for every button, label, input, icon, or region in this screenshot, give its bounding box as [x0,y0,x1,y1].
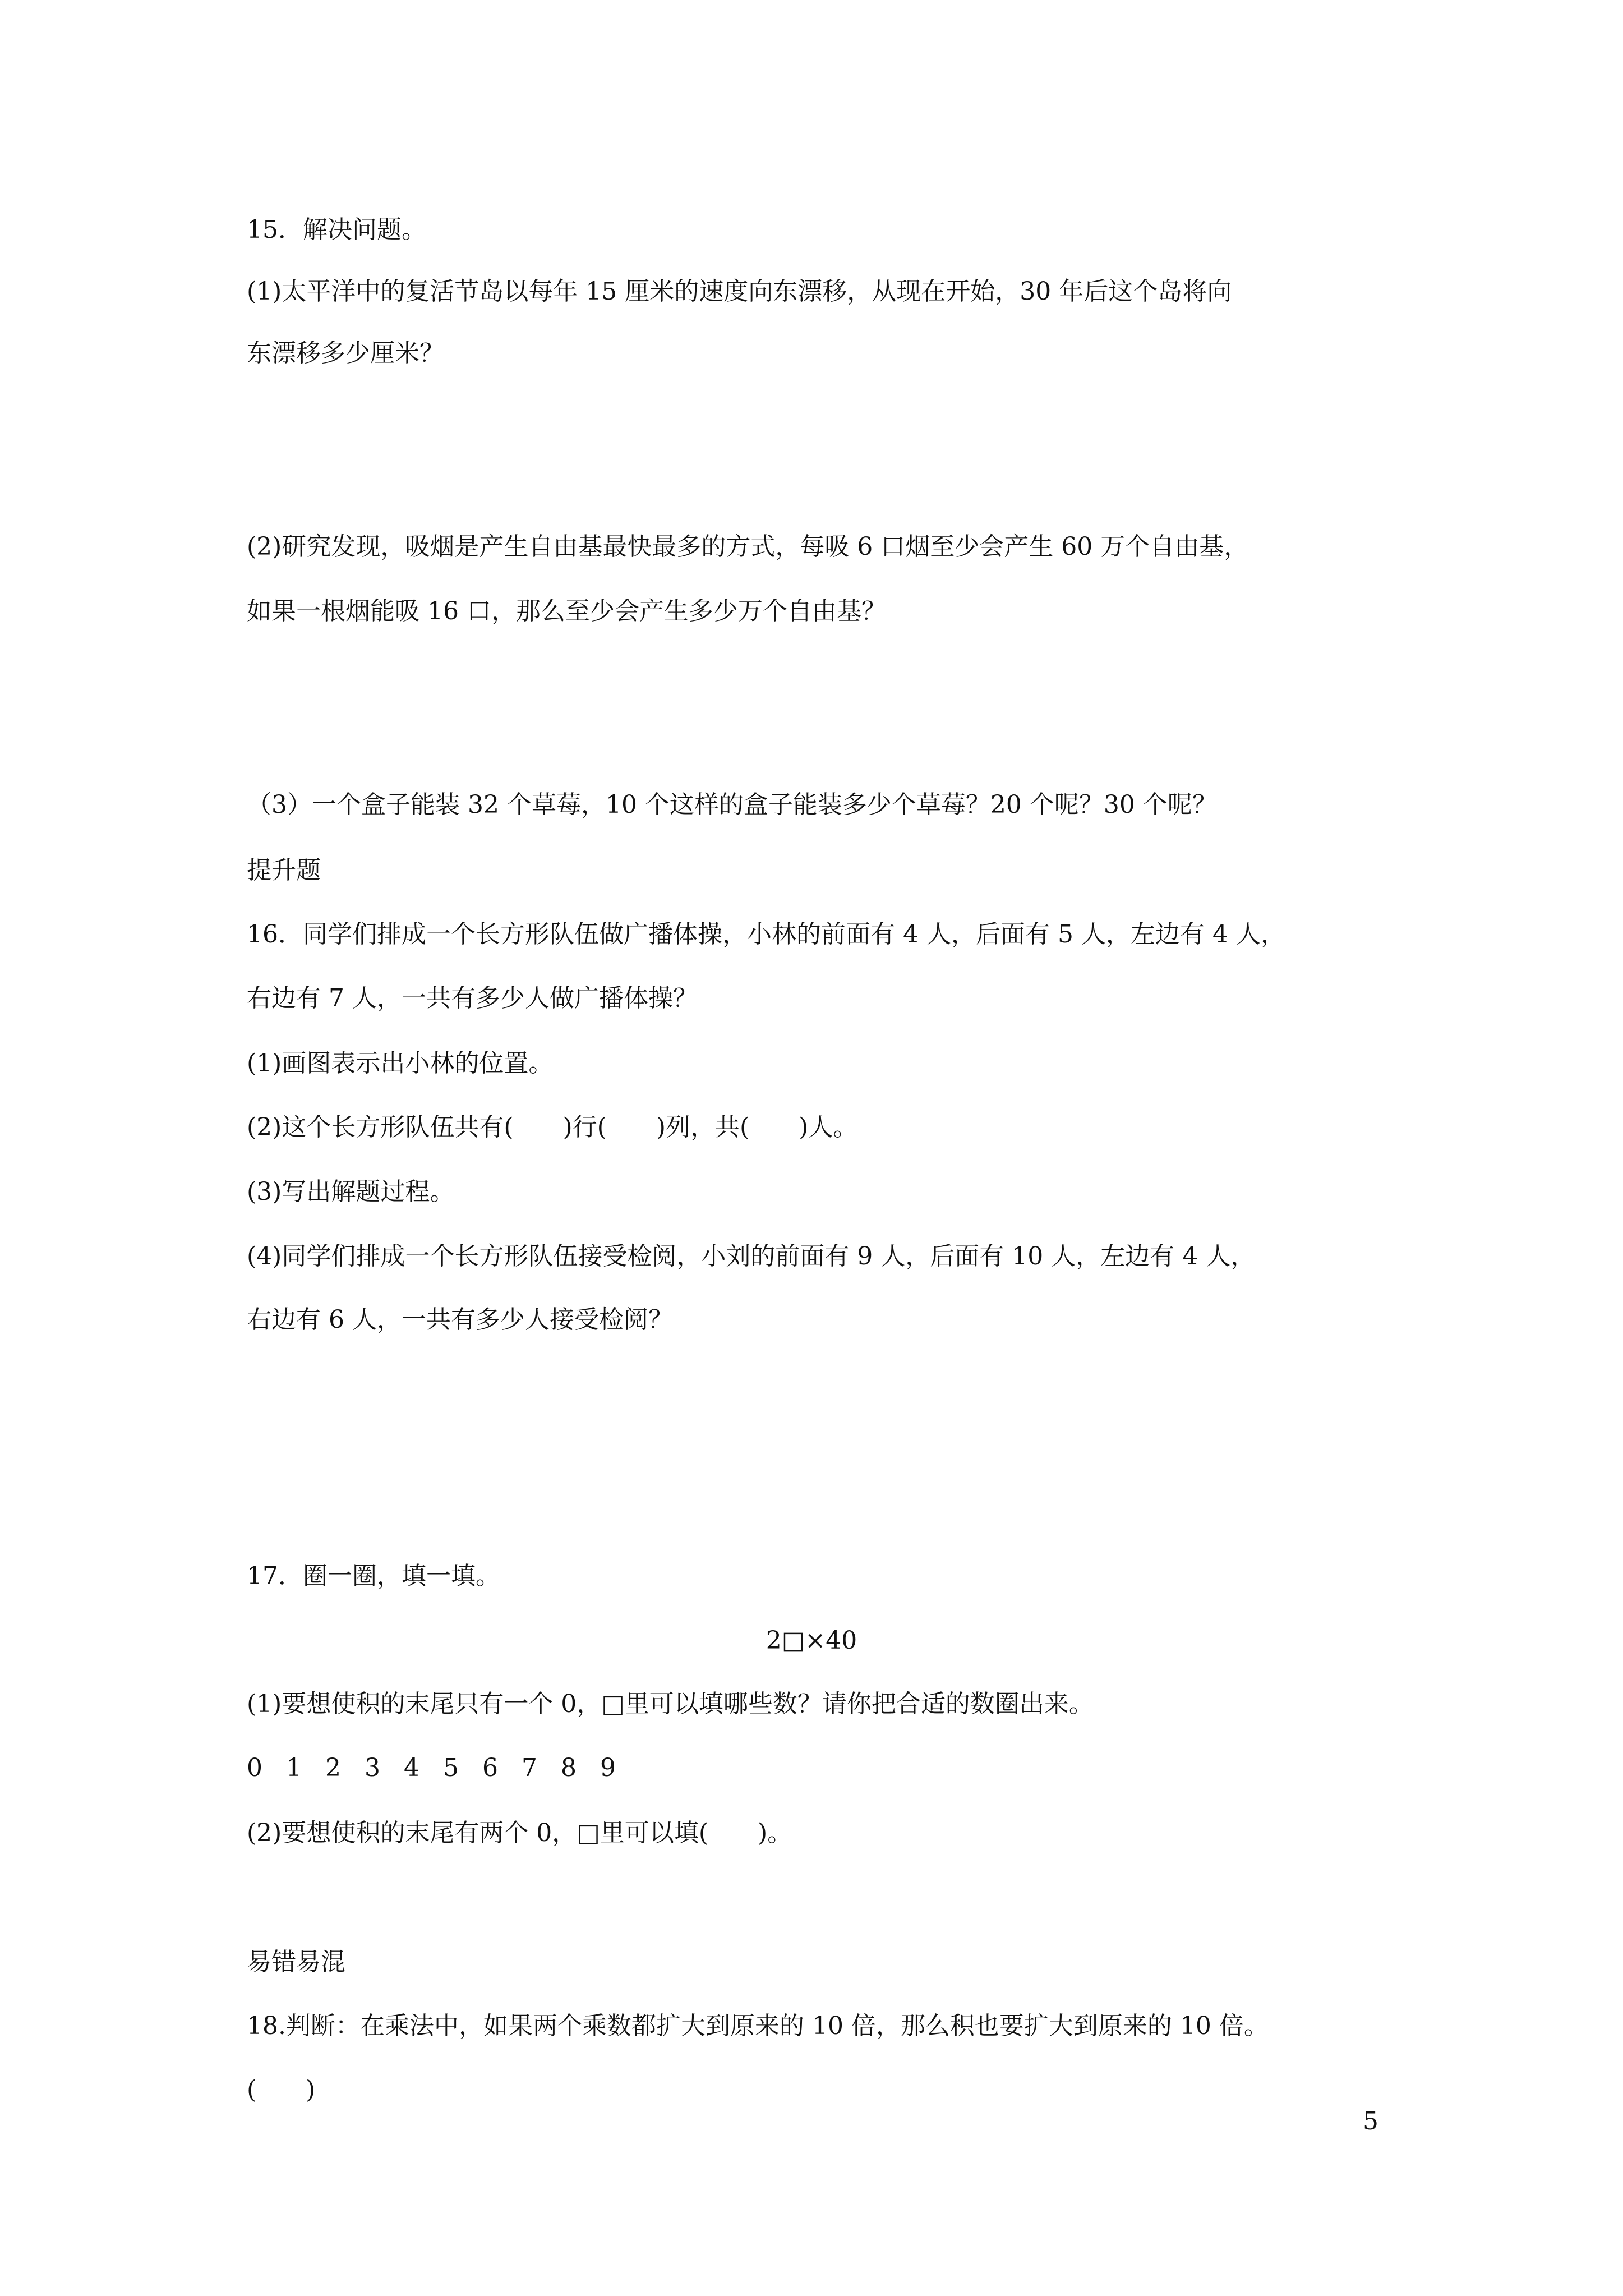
q16-part4-line1: (4)同学们排成一个长方形队伍接受检阅，小刘的前面有 9 人，后面有 10 人，左边有 4 人， [247,1242,1256,1271]
digit-option[interactable]: 5 [443,1754,459,1782]
digit-option[interactable]: 9 [600,1754,616,1782]
q15-part3: （3）一个盒子能装 32 个草莓，10 个这样的盒子能装多少个草莓？20 个呢？30 个呢？ [247,790,1217,819]
q16-part4-line2: 右边有 6 人，一共有多少人接受检阅？ [247,1305,673,1334]
q17-part2: (2)要想使积的末尾有两个 0，□里可以填( )。 [247,1819,792,1847]
q17-title: 17．圈一圈，填一填。 [247,1562,500,1590]
q17-digit-options [247,1751,639,1785]
q18-answer-blank[interactable]: ( ) [247,2076,316,2104]
q16-part1: (1)画图表示出小林的位置。 [247,1049,554,1078]
digit-option[interactable]: 1 [286,1754,302,1782]
q15-part2-line2: 如果一根烟能吸 16 口，那么至少会产生多少万个自由基？ [247,597,886,625]
q18-line1: 18.判断：在乘法中，如果两个乘数都扩大到原来的 10 倍，那么积也要扩大到原来的 10 倍。 [247,2012,1269,2040]
digit-option[interactable]: 3 [365,1754,380,1782]
section-heading-confusing: 易错易混 [247,1948,345,1976]
section-heading-advanced: 提升题 [247,856,321,885]
q16-line2: 右边有 7 人，一共有多少人做广播体操？ [247,984,698,1013]
page-number: 5 [1363,2107,1378,2136]
digit-option[interactable]: 6 [482,1754,498,1782]
q15-part1-line2: 东漂移多少厘米？ [247,339,444,367]
q16-line1: 16．同学们排成一个长方形队伍做广播体操，小林的前面有 4 人，后面有 5 人，左边有 4 人， [247,920,1285,949]
q16-part2: (2)这个长方形队伍共有( )行( )列，共( )人。 [247,1113,858,1142]
q17-part1: (1)要想使积的末尾只有一个 0，□里可以填哪些数？请你把合适的数圈出来。 [247,1690,1094,1718]
q17-expression: 2□×40 [766,1626,857,1655]
q15-part2-line1: (2)研究发现，吸烟是产生自由基最快最多的方式，每吸 6 口烟至少会产生 60 万个自由基， [247,532,1249,561]
q15-title: 15．解决问题。 [247,215,426,244]
q16-part3: (3)写出解题过程。 [247,1177,455,1206]
digit-option[interactable]: 8 [561,1754,577,1782]
q15-part1-line1: (1)太平洋中的复活节岛以每年 15 厘米的速度向东漂移，从现在开始，30 年后这个岛将向 [247,277,1232,306]
digit-option[interactable]: 0 [247,1754,262,1782]
digit-option[interactable]: 4 [404,1754,419,1782]
digit-option[interactable]: 2 [325,1754,341,1782]
digit-option[interactable]: 7 [522,1754,537,1782]
